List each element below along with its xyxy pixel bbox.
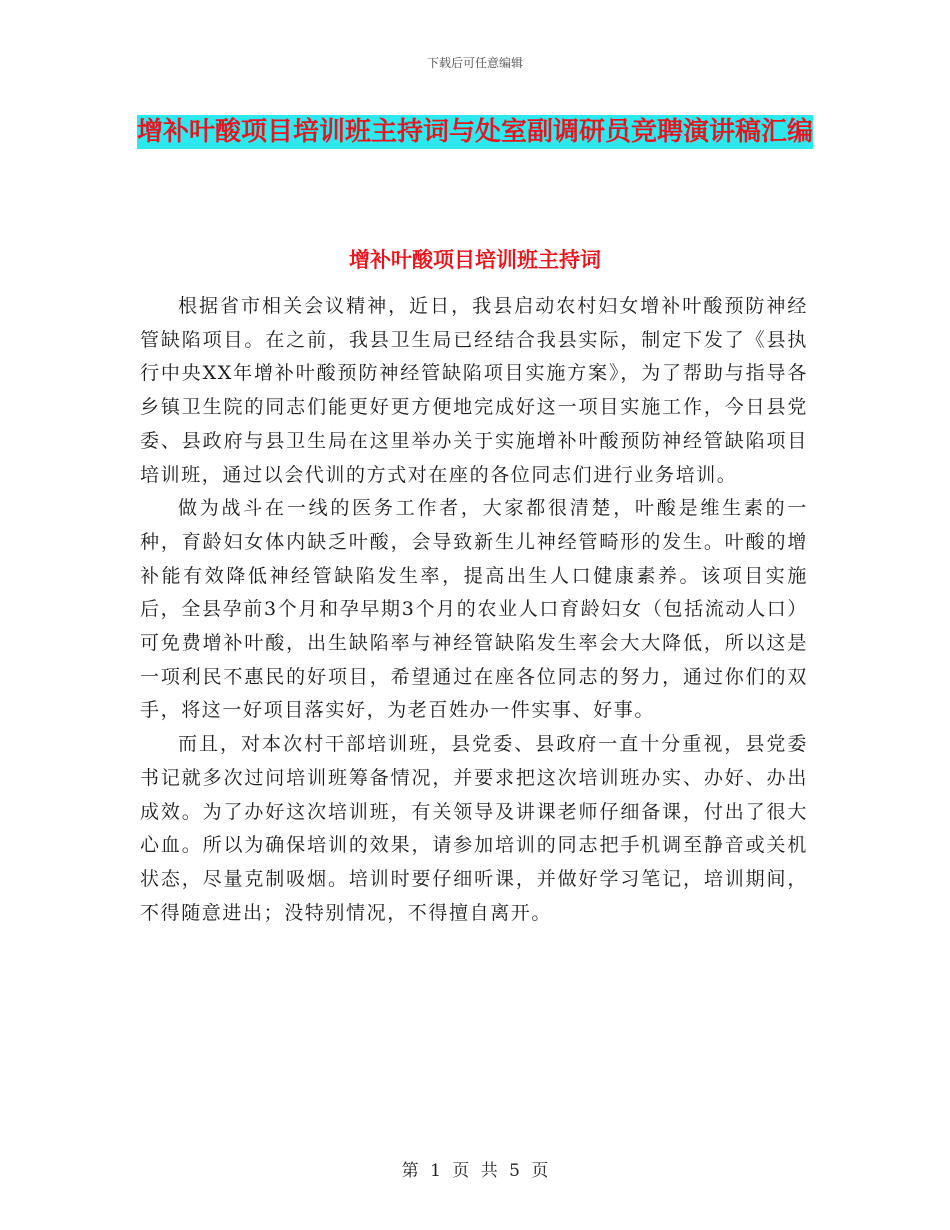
- header-note: 下载后可任意编辑: [426, 56, 523, 70]
- paragraph: 根据省市相关会议精神，近日，我县启动农村妇女增补叶酸预防神经管缺陷项目。在之前，我县卫生局已经结合我县实际，制定下发了《县执行中央XX年增补叶酸预防神经管缺陷项目实施方案》，为了帮助与指导各乡镇卫生院的同志们能更好更方便地完成好这一项目实施工作，今日县党委、县政府与县卫生局在这里举办关于实施增补叶酸预防神经管缺陷项目培训班，通过以会代训的方式对在座的各位同志们进行业务培训。: [140, 295, 808, 486]
- document-title: [130, 108, 820, 156]
- document-title-text: 增补叶酸项目培训班主持词与处室副调研员竞聘演讲稿汇编: [136, 117, 813, 147]
- section-title: 增补叶酸项目培训班主持词: [349, 247, 601, 272]
- body-text: [140, 290, 808, 930]
- page-number: 第 1 页 共 5 页: [401, 1161, 549, 1181]
- paragraph: 而且，对本次村干部培训班，县党委、县政府一直十分重视，县党委书记就多次过问培训班筹备情况，并要求把这次培训班办实、办好、办出成效。为了办好这次培训班，有关领导及讲课老师仔细备课，付出了很大心血。所以为确保培训的效果，请参加培训的同志把手机调至静音或关机状态，尽量克制吸烟。培训时要仔细听课，并做好学习笔记，培训期间，不得随意进出；没特别情况，不得擅自离开。: [140, 733, 808, 924]
- paragraph: 做为战斗在一线的医务工作者，大家都很清楚，叶酸是维生素的一种，育龄妇女体内缺乏叶酸，会导致新生儿神经管畸形的发生。叶酸的增补能有效降低神经管缺陷发生率，提高出生人口健康素养。该项目实施后，全县孕前3个月和孕早期3个月的农业人口育龄妇女（包括流动人口）可免费增补叶酸，出生缺陷率与神经管缺陷发生率会大大降低，所以这是一项利民不惠民的好项目，希望通过在座各位同志的努力，通过你们的双手，将这一好项目落实好，为老百姓办一件实事、好事。: [140, 497, 808, 722]
